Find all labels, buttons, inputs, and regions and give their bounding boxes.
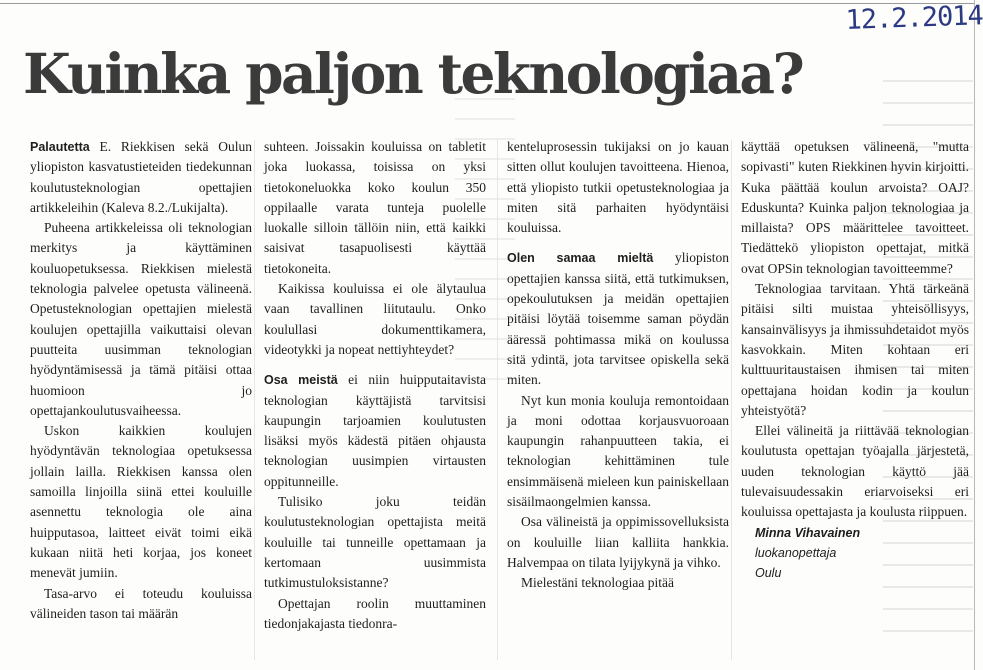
paragraph-text: yliopiston opettajien kanssa siitä, että tutkimuksen, opekoulutuksen ja meidän opettajien pitäisi löytää toisemme saman pöydän ääressä pohtimassa mikä on koulussa sitä ydintä, jota tarvitsee opiskella sekä miten. <box>507 250 730 388</box>
column-paragraph: kenteluprosessin tukijaksi on jo kauan sitten ollut koulujen tavoitteena. Hienoa, että yliopisto tutkii opetusteknologiaa ja miten sitä parhaiten hyödyntäisi kouluissa. <box>507 139 729 236</box>
column-paragraph: Teknologiaa tarvitaan. Yhtä tärkeänä pitäisi silti muistaa yhteisöllisyys, kansainvälisyys ja ihmissuhdetaidot myös kasvokkain. Miten kohtaan eri kulttuuritaustaisen ihmisen tai miten opettajana hoidan kodin ja koulun yhteistyötä? <box>741 281 969 418</box>
article-headline: Kuinka paljon teknologiaa? <box>23 41 803 106</box>
column-paragraph <box>507 248 729 390</box>
column-paragraph: Nyt kun monia kouluja remontoidaan ja moni odottaa korjausvuoroaan kaupungin rahanpuutteen takia, ei teknologian kehittäminen tule ensimmäisenä mieleen kun painiskellaan sisäilmaongelmien kanssa. <box>507 392 729 510</box>
column-paragraph <box>30 137 252 218</box>
column-rule <box>254 140 255 660</box>
column-rule <box>731 140 732 660</box>
column-paragraph: Tasa-arvo ei toteudu kouluissa välineiden tason tai määrän <box>30 585 252 621</box>
clipping-right-edge <box>974 0 975 670</box>
column-paragraph: suhteen. Joissakin kouluissa on tabletit joka luokassa, toisissa on yksi tietokoneluokka koko koulun 350 oppilaalle varata tunteja puolelle luokalle silloin tällöin niin, että kaikki saisivat tasapuolisesti käyttää tietokoneita. <box>264 139 486 276</box>
author-role: luokanopettaja <box>755 545 837 560</box>
handwritten-date: 12.2.2014 <box>845 0 983 36</box>
article-column-1 <box>30 137 252 624</box>
paragraph-text: ei niin huipputaitavista teknologian käyttäjistä tarvitsisi kaupungin tarjoamien koulutusten lisäksi myös kädestä pitäen ohjausta teknologian uusimpien virtausten oppitunneille. <box>264 372 486 489</box>
column-paragraph <box>264 370 486 492</box>
author-name: Minna Vihavainen <box>755 525 861 540</box>
clipping-top-edge <box>0 3 975 4</box>
author-place: Oulu <box>755 566 782 581</box>
column-paragraph: Opettajan roolin muuttaminen tiedonjakajasta tiedonra- <box>264 595 486 631</box>
subheading-lead-in: Olen samaa mieltä <box>507 251 654 266</box>
column-paragraph: Uskon kaikkien koulujen hyödyntävän teknologiaa opetuksessa jollain lailla. Riekkisen kanssa olen samoilla linjoilla siinä ettei kouluille asennettu teknologia ole aina huipputasoa, laitteet eivät toimi eikä kukaan niitä heti korjaa, jos koneet menevät jumiin. <box>30 423 252 581</box>
article-column-3 <box>507 137 729 594</box>
column-paragraph: käyttää opetuksen välineenä, "mutta sopivasti" kuten Riekkinen hyvin kirjoitti. Kuka päättää koulun arvoista? OAJ? Eduskunta? Kuinka paljon teknologiaa ja millaista? OPS määrittelee tavoitteet. Tiedättekö yliopiston opettajat, mitkä ovat OPSin teknologian tavoitteemme? <box>741 139 969 276</box>
column-paragraph: Puheena artikkeleissa oli teknologian merkitys ja käyttäminen kouluopetuksessa. Riekkisen mielestä teknologia palvelee opetusta välineenä. Opetusteknologian opettajien mielestä koulujen opettajilla vaikuttaisi olevan puutteita uusimman teknologian hyödyntämisessä ja tämä pitäisi ottaa huomioon jo opettajankoulutusvaiheessa. <box>30 220 252 418</box>
subheading-lead-in: Osa meistä <box>264 373 338 388</box>
article-column-2 <box>264 137 486 634</box>
column-paragraph: Tulisiko joku teidän koulutusteknologian opettajista meitä kouluille tai tunneille opettamaan ja kertomaan uusimmista tutkimustuloksistanne? <box>264 494 486 591</box>
column-paragraph: Ellei välineitä ja riittävää teknologian koulutusta opettajan työajalla järjestetä, uuden teknologian käyttö jää tulevaisuudessakin eriarvoiseksi eri kouluissa opettajasta ja koulusta riippuen. <box>741 423 969 520</box>
paragraph-lead-in: Palautetta <box>30 140 90 154</box>
column-paragraph: Mielestäni teknologiaa pitää <box>521 575 674 591</box>
column-rule <box>497 140 498 660</box>
paragraph-text: E. Riekkisen sekä Oulun yliopiston kasvatustieteiden tiedekunnan koulutusteknologian opettajien artikkeleihin (Kaleva 8.2./Lukijalta). <box>30 139 253 215</box>
column-paragraph: Osa välineistä ja oppimissovelluksista on kouluille liian kalliita hankkia. Halvempaa on tilata lyijykynä ja vihko. <box>507 514 729 570</box>
article-column-4 <box>741 137 969 584</box>
column-paragraph: Kaikissa kouluissa ei ole älytaulua vaan tavallinen liitutaulu. Onko koulullasi dokumenttikamera, videotykki ja nopeat nettiyhteydet? <box>264 281 486 357</box>
